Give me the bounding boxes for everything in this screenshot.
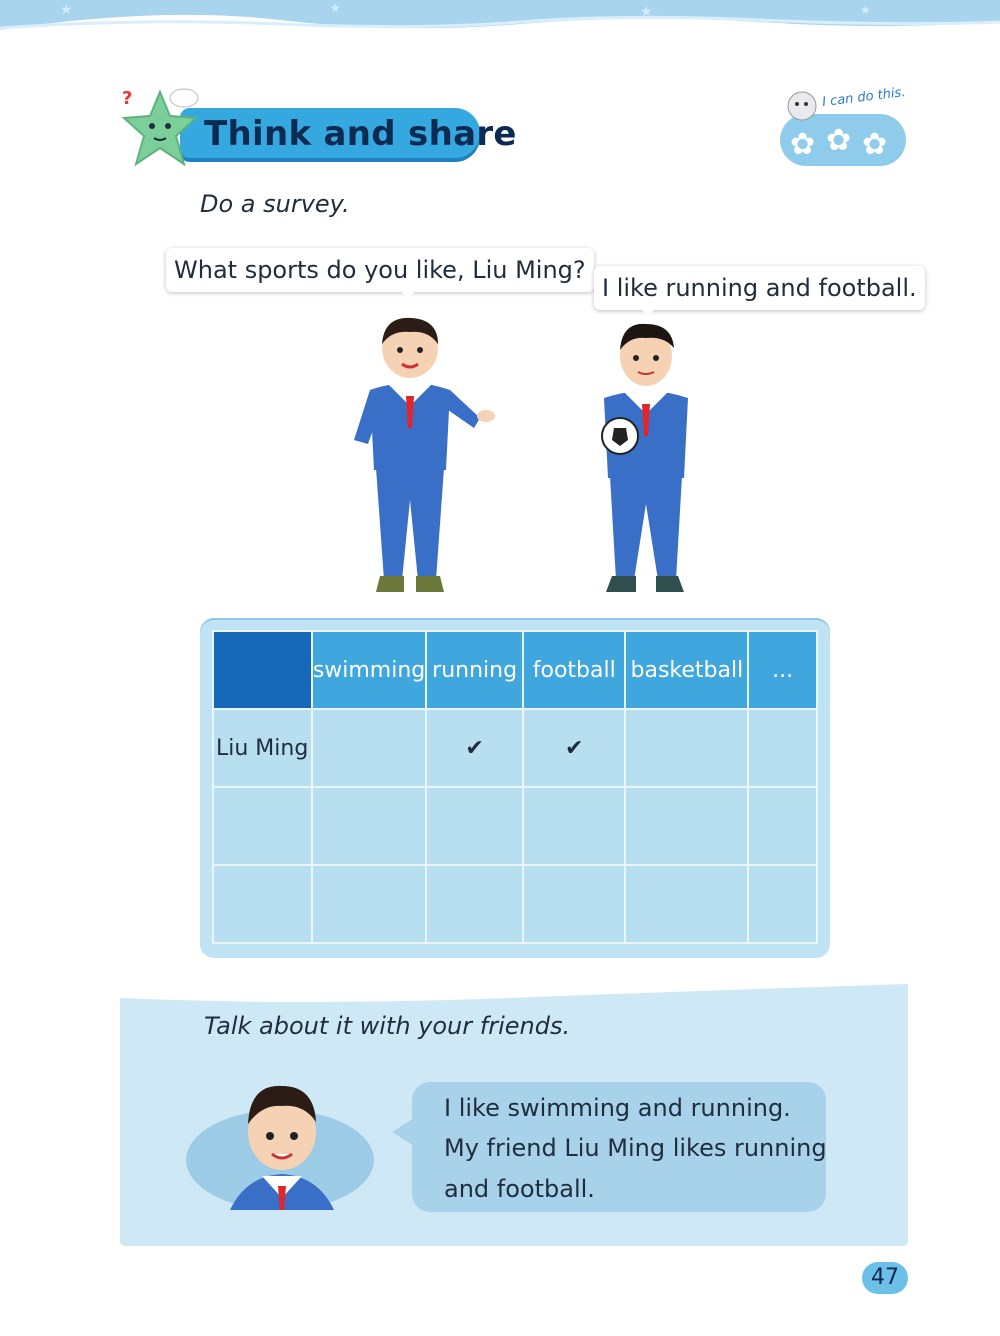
check-mark-icon[interactable]: ✔ [426,709,523,787]
page-number: 47 [862,1262,908,1294]
star-mascot-icon [118,86,202,174]
column-header-swimming: swimming [312,631,426,709]
talk-line: and football. [444,1175,595,1203]
column-header-running: running [426,631,523,709]
table-header-row [213,631,817,709]
svg-text:?: ? [122,88,133,109]
answer-bubble: I like running and football. [594,266,925,310]
liu-ming-illustration [580,318,710,600]
svg-text:★: ★ [640,4,653,20]
page-title: Think and share [204,114,517,154]
survey-table-container [200,618,830,958]
table-row [213,787,817,865]
instruction-text: Do a survey. [200,190,350,218]
boy-asking-illustration [340,310,500,600]
table-cell[interactable] [426,865,523,943]
table-cell[interactable] [748,865,817,943]
row-name-cell[interactable] [213,787,312,865]
svg-text:★: ★ [60,2,73,18]
svg-text:✿: ✿ [862,127,888,162]
row-name-cell[interactable]: Liu Ming [213,709,312,787]
boy-avatar-illustration [186,1080,376,1210]
talk-line: I like swimming and running. [444,1094,791,1122]
table-cell[interactable] [748,709,817,787]
answer-bubble-tail [640,306,656,318]
row-name-cell[interactable] [213,865,312,943]
table-cell[interactable] [523,787,626,865]
survey-table [212,630,818,944]
table-cell[interactable] [426,787,523,865]
question-bubble-tail [400,289,416,301]
talk-instruction: Talk about it with your friends. [204,1012,571,1040]
table-cell[interactable] [312,865,426,943]
table-cell[interactable] [312,709,426,787]
i-can-do-this-badge [776,84,916,172]
table-header-corner [213,631,312,709]
svg-text:✿: ✿ [790,127,816,162]
check-mark-icon[interactable]: ✔ [523,709,626,787]
section-header [118,86,517,174]
table-cell[interactable] [523,865,626,943]
top-border-decoration [0,0,1000,40]
column-header-more: ... [748,631,817,709]
talk-line: My friend Liu Ming likes running [444,1134,827,1162]
table-cell[interactable] [312,787,426,865]
table-row [213,865,817,943]
question-bubble: What sports do you like, Liu Ming? [166,248,594,292]
svg-text:✿: ✿ [826,123,852,158]
svg-text:★: ★ [330,1,341,15]
column-header-basketball: basketball [625,631,748,709]
table-row [213,709,817,787]
talk-bubble-tail [392,1118,414,1146]
table-cell[interactable] [625,787,748,865]
svg-text:★: ★ [860,3,871,17]
table-cell[interactable] [748,787,817,865]
column-header-football: football [523,631,626,709]
table-cell[interactable] [625,865,748,943]
badge-label: I can do this. [821,84,907,111]
table-cell[interactable] [625,709,748,787]
